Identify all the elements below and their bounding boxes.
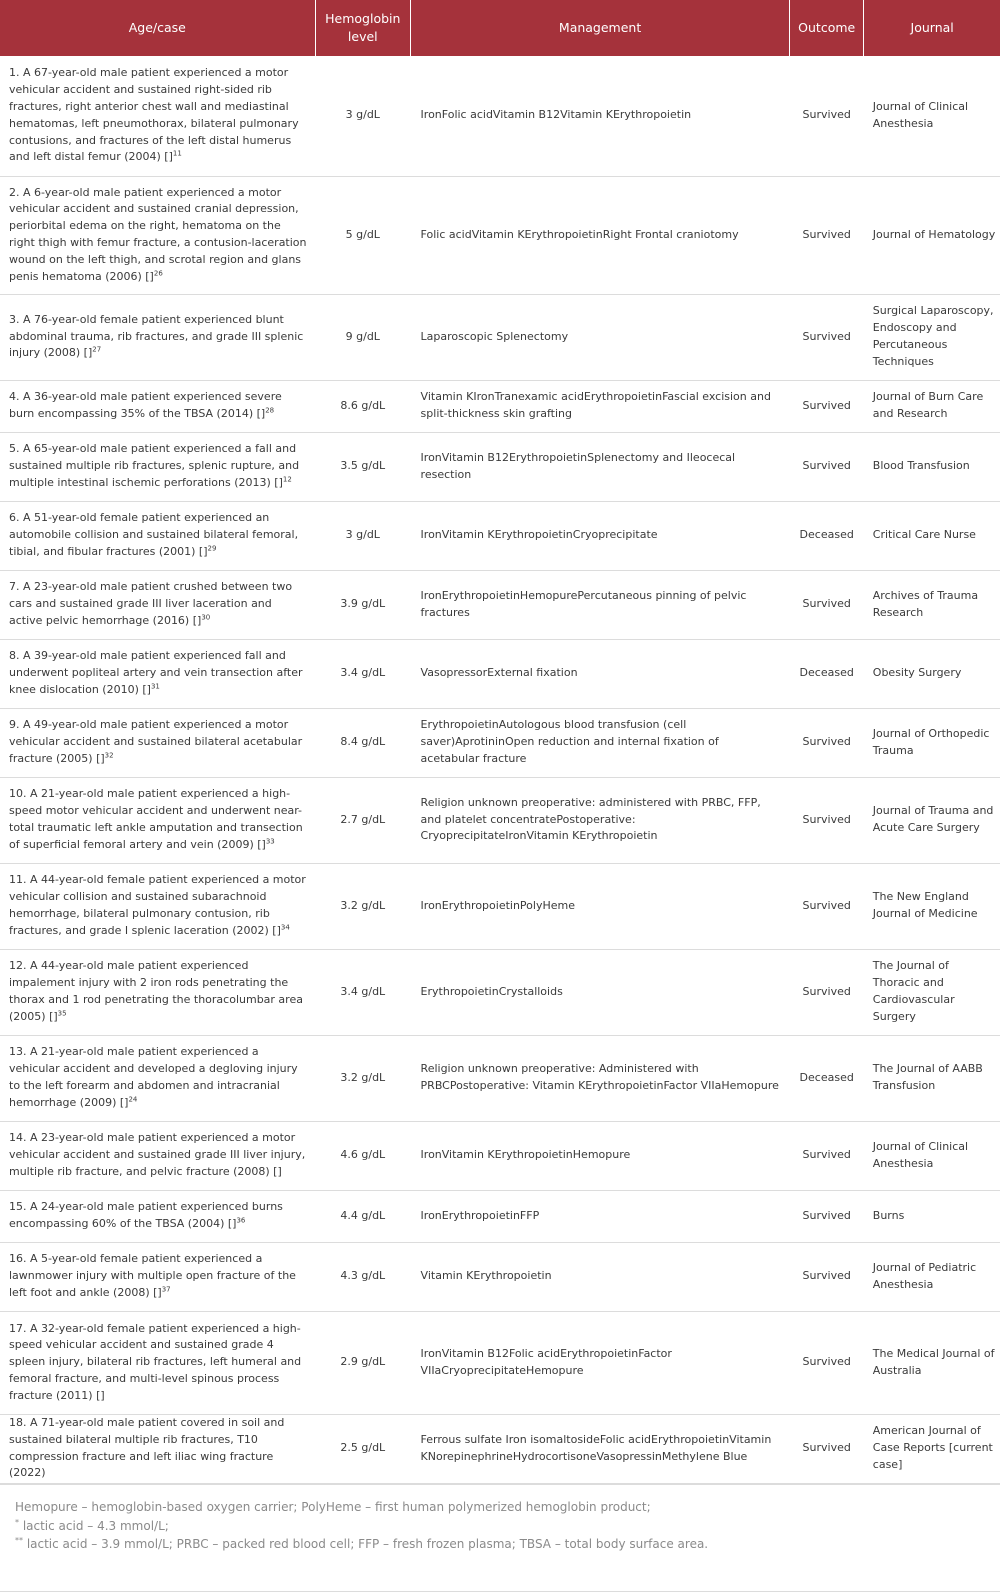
hemoglobin-cell: [315, 1242, 411, 1311]
reference-number: 26: [153, 268, 163, 277]
outcome-cell-text: Survived: [802, 108, 851, 122]
journal-cell-text: Journal of Clinical Anesthesia: [872, 99, 969, 130]
hemoglobin-cell-text: 8.4 g/dL: [340, 735, 386, 749]
case-cell: [0, 56, 315, 176]
management-cell-text: IronVitamin B12ErythropoietinSplenectomy and Ileocecal resection: [420, 450, 736, 481]
outcome-cell-text: Survived: [802, 984, 851, 998]
case-cell-text: 1. A 67-year-old male patient experienced a motor vehicular accident and sustained right-sided rib fractures, right anterior chest wall and mediastinal hematomas, left pneumothorax, bilateral pulmonary contusions, and fractures of the left distal humerus and left distal femur (2004) []: [9, 66, 299, 164]
management-cell-text: Laparoscopic Splenectomy: [420, 329, 569, 343]
case-cell-text: 8. A 39-year-old male patient experienced fall and underwent popliteal artery and vein transection after knee dislocation (2010) []: [9, 649, 303, 696]
hemoglobin-cell-text: 4.6 g/dL: [340, 1148, 386, 1162]
table-row: [0, 294, 1000, 380]
hemoglobin-cell-text: 8.6 g/dL: [340, 398, 386, 412]
case-cell-text: 6. A 51-year-old female patient experienced an automobile collision and sustained bilateral femoral, tibial, and fibular fractures (2001) []: [9, 511, 299, 558]
management-cell-text: Religion unknown preoperative: Administered with PRBCPostoperative: Vitamin KErythropoietinFactor VIIaHemopure: [420, 1062, 779, 1092]
hemoglobin-cell: [315, 56, 411, 176]
management-cell: [411, 1035, 790, 1121]
hemoglobin-cell: [315, 176, 411, 294]
table-footnotes: [0, 1484, 1000, 1592]
reference-number: 36: [236, 1216, 246, 1225]
journal-cell: [864, 294, 1000, 380]
management-cell-text: Vitamin KErythropoietin: [420, 1269, 552, 1283]
management-cell: [411, 1414, 790, 1483]
header-management: Management: [411, 0, 790, 56]
case-cell-text: 16. A 5-year-old female patient experienced a lawnmower injury with multiple open fracture of the left foot and ankle (2008) []: [9, 1252, 296, 1299]
case-cell: [0, 501, 315, 570]
case-cell-text: 10. A 21-year-old male patient experienced a high-speed motor vehicular accident and underwent near-total traumatic left ankle amputation and transection of superficial femoral artery and vein (2009) []: [9, 787, 303, 851]
table-row: [0, 1190, 1000, 1242]
outcome-cell-text: Deceased: [799, 1070, 854, 1084]
hemoglobin-cell-text: 3 g/dL: [345, 108, 380, 122]
journal-cell-text: The Journal of Thoracic and Cardiovascular Surgery: [872, 959, 955, 1023]
reference-number: 37: [161, 1285, 171, 1294]
hemoglobin-cell: [315, 949, 411, 1035]
reference-number: 32: [104, 751, 114, 760]
management-cell: [411, 294, 790, 380]
case-cell-text: 4. A 36-year-old male patient experienced severe burn encompassing 35% of the TBSA (2014) []: [9, 390, 282, 420]
hemoglobin-cell: [315, 1190, 411, 1242]
table-row: [0, 570, 1000, 639]
table-row: [0, 863, 1000, 949]
management-cell: [411, 570, 790, 639]
hemoglobin-cell-text: 3.2 g/dL: [340, 1070, 386, 1084]
footnote-mark-1: *: [15, 1517, 19, 1527]
outcome-cell: [790, 56, 864, 176]
hemoglobin-cell: [315, 570, 411, 639]
journal-cell: [864, 501, 1000, 570]
journal-cell: [864, 1414, 1000, 1483]
case-cell: [0, 176, 315, 294]
journal-cell-text: Journal of Hematology: [872, 227, 996, 241]
outcome-cell-text: Survived: [802, 1208, 851, 1222]
management-cell: [411, 949, 790, 1035]
case-cell-text: 9. A 49-year-old male patient experienced a motor vehicular accident and sustained bilateral acetabular fracture (2005) []: [9, 718, 303, 765]
hemoglobin-cell: [315, 639, 411, 708]
table-row: [0, 639, 1000, 708]
management-cell-text: IronErythropoietinHemopurePercutaneous pinning of pelvic fractures: [420, 588, 747, 619]
case-cell: [0, 1311, 315, 1414]
table-row: [0, 176, 1000, 294]
case-cell-text: 7. A 23-year-old male patient crushed between two cars and sustained grade III liver laceration and active pelvic hemorrhage (2016) []: [9, 580, 293, 627]
journal-cell-text: The Journal of AABB Transfusion: [872, 1062, 983, 1092]
journal-cell: [864, 56, 1000, 176]
hemoglobin-cell: [315, 1121, 411, 1190]
management-cell: [411, 708, 790, 777]
journal-cell: [864, 432, 1000, 501]
journal-cell: [864, 949, 1000, 1035]
outcome-cell: [790, 294, 864, 380]
journal-cell: [864, 639, 1000, 708]
outcome-cell-text: Survived: [802, 597, 851, 611]
hemoglobin-cell-text: 2.7 g/dL: [340, 812, 386, 826]
case-cell: [0, 294, 315, 380]
table-header: [0, 0, 1000, 56]
management-cell-text: IronFolic acidVitamin B12Vitamin KErythropoietin: [420, 108, 692, 122]
hemoglobin-cell: [315, 708, 411, 777]
outcome-cell-text: Survived: [802, 1148, 851, 1162]
reference-number: 28: [265, 406, 275, 415]
hemoglobin-cell: [315, 863, 411, 949]
table-row: [0, 1242, 1000, 1311]
case-cell: [0, 949, 315, 1035]
case-cell-text: 2. A 6-year-old male patient experienced a motor vehicular accident and sustained cranial depression, periorbital edema on the right, hematoma on the right thigh with femur fracture, a contusion-laceration wound on the left thigh, and scrotal region and glans penis hematoma (2006) []: [9, 185, 307, 283]
outcome-cell: [790, 1121, 864, 1190]
outcome-cell: [790, 639, 864, 708]
header-hemoglobin: Hemoglobin level: [315, 0, 411, 56]
journal-cell-text: The Medical Journal of Australia: [872, 1346, 995, 1377]
case-cell: [0, 1242, 315, 1311]
footnote-text-2: lactic acid – 4.3 mmol/L;: [19, 1518, 169, 1533]
hemoglobin-cell: [315, 501, 411, 570]
reference-number: 12: [282, 475, 292, 484]
management-cell-text: IronVitamin B12Folic acidErythropoietinFactor VIIaCryoprecipitateHemopure: [420, 1346, 672, 1377]
management-cell: [411, 1311, 790, 1414]
hemoglobin-cell-text: 3.4 g/dL: [340, 984, 386, 998]
journal-cell: [864, 176, 1000, 294]
management-cell: [411, 380, 790, 432]
journal-cell-text: Journal of Orthopedic Trauma: [872, 726, 990, 757]
outcome-cell: [790, 432, 864, 501]
management-cell-text: ErythropoietinCrystalloids: [420, 984, 563, 998]
management-cell: [411, 1242, 790, 1311]
outcome-cell-text: Survived: [802, 459, 851, 473]
journal-cell-text: Blood Transfusion: [872, 459, 970, 473]
hemoglobin-cell-text: 5 g/dL: [345, 227, 380, 241]
hemoglobin-cell-text: 3.5 g/dL: [340, 459, 386, 473]
management-cell: [411, 777, 790, 863]
reference-number: 11: [172, 149, 182, 158]
journal-cell: [864, 570, 1000, 639]
outcome-cell-text: Survived: [802, 1269, 851, 1283]
table-row: [0, 380, 1000, 432]
journal-cell: [864, 380, 1000, 432]
table-row: [0, 1311, 1000, 1414]
outcome-cell-text: Deceased: [799, 528, 854, 542]
outcome-cell: [790, 1242, 864, 1311]
footnote-mark-2: **: [15, 1536, 23, 1545]
case-cell: [0, 777, 315, 863]
hemoglobin-cell: [315, 1311, 411, 1414]
hemoglobin-cell: [315, 1035, 411, 1121]
hemoglobin-cell: [315, 1414, 411, 1483]
case-cell-text: 13. A 21-year-old male patient experienced a vehicular accident and developed a degloving injury to the left forearm and abdomen and intracranial hemorrhage (2009) []: [9, 1045, 298, 1109]
journal-cell: [864, 777, 1000, 863]
hemoglobin-cell: [315, 777, 411, 863]
reference-number: 30: [201, 613, 211, 622]
footnote-line-2: [15, 1517, 1000, 1536]
management-cell: [411, 1121, 790, 1190]
journal-cell: [864, 708, 1000, 777]
hemoglobin-cell: [315, 432, 411, 501]
management-cell: [411, 432, 790, 501]
journal-cell-text: Burns: [872, 1208, 905, 1222]
hemoglobin-cell-text: 2.9 g/dL: [340, 1355, 386, 1369]
outcome-cell: [790, 570, 864, 639]
outcome-cell-text: Survived: [802, 1355, 851, 1369]
journal-cell: [864, 1190, 1000, 1242]
case-cell: [0, 708, 315, 777]
hemoglobin-cell-text: 3.4 g/dL: [340, 666, 386, 680]
table-body: [0, 56, 1000, 1483]
reference-number: 34: [280, 923, 290, 932]
footnote-line-3: [15, 1535, 1000, 1554]
reference-number: 29: [207, 544, 217, 553]
journal-cell-text: Journal of Trauma and Acute Care Surgery: [872, 804, 994, 834]
table-row: [0, 56, 1000, 176]
table-row: [0, 777, 1000, 863]
hemoglobin-cell-text: 9 g/dL: [345, 329, 380, 343]
table-row: [0, 1035, 1000, 1121]
outcome-cell-text: Survived: [802, 812, 851, 826]
hemoglobin-cell-text: 3.9 g/dL: [340, 597, 386, 611]
outcome-cell: [790, 949, 864, 1035]
case-cell-text: 3. A 76-year-old female patient experienced blunt abdominal trauma, rib fractures, and grade III splenic injury (2008) []: [9, 312, 304, 360]
case-cell-text: 17. A 32-year-old female patient experienced a high-speed vehicular accident and sustained grade 4 spleen injury, bilateral rib fractures, left humeral and femoral fracture, and multi-level spinous process fracture (2011) []: [9, 1321, 302, 1402]
management-cell-text: Folic acidVitamin KErythropoietinRight Frontal craniotomy: [420, 227, 739, 241]
header-outcome: Outcome: [790, 0, 864, 56]
journal-cell-text: Obesity Surgery: [872, 666, 962, 680]
reference-number: 33: [265, 837, 275, 846]
hemoglobin-cell: [315, 294, 411, 380]
case-cell-text: 12. A 44-year-old male patient experienced impalement injury with 2 iron rods penetrating the thorax and 1 rod penetrating the thoracolumbar area (2005) []: [9, 959, 303, 1023]
management-cell: [411, 1190, 790, 1242]
hemoglobin-cell-text: 3.2 g/dL: [340, 898, 386, 912]
outcome-cell-text: Survived: [802, 227, 851, 241]
case-cell: [0, 380, 315, 432]
outcome-cell: [790, 501, 864, 570]
journal-cell-text: Archives of Trauma Research: [872, 588, 979, 619]
hemoglobin-cell: [315, 380, 411, 432]
reference-number: 27: [92, 345, 102, 354]
management-cell-text: IronErythropoietinFFP: [420, 1208, 540, 1222]
table-row: [0, 708, 1000, 777]
header-age-case: Age/case: [0, 0, 315, 56]
outcome-cell: [790, 1311, 864, 1414]
management-cell-text: Ferrous sulfate Iron isomaltosideFolic acidErythropoietinVitamin KNorepinephrineHydrocortisoneVasopressinMethylene Blue: [420, 1432, 772, 1463]
journal-cell-text: Journal of Clinical Anesthesia: [872, 1139, 969, 1170]
outcome-cell: [790, 1035, 864, 1121]
table-row: [0, 432, 1000, 501]
hemoglobin-cell-text: 4.3 g/dL: [340, 1269, 386, 1283]
header-journal: Journal: [864, 0, 1000, 56]
journal-cell-text: Critical Care Nurse: [872, 528, 976, 542]
case-cell: [0, 1121, 315, 1190]
outcome-cell: [790, 863, 864, 949]
journal-cell-text: The New England Journal of Medicine: [872, 890, 978, 920]
case-cell: [0, 1190, 315, 1242]
case-cell-text: 5. A 65-year-old male patient experienced a fall and sustained multiple rib fractures, splenic rupture, and multiple intestinal ischemic perforations (2013) []: [9, 442, 300, 489]
journal-cell: [864, 1242, 1000, 1311]
outcome-cell-text: Survived: [802, 735, 851, 749]
footnote-text-3: lactic acid – 3.9 mmol/L; PRBC – packed red blood cell; FFP – fresh frozen plasma; TBSA – total body surface area.: [23, 1537, 709, 1551]
outcome-cell-text: Survived: [802, 1441, 851, 1455]
journal-cell-text: Surgical Laparoscopy, Endoscopy and Percutaneous Techniques: [872, 304, 994, 368]
journal-cell: [864, 1311, 1000, 1414]
management-cell-text: IronErythropoietinPolyHeme: [420, 898, 575, 912]
case-cell: [0, 639, 315, 708]
hemoglobin-cell-text: 4.4 g/dL: [340, 1208, 386, 1222]
reference-number: 31: [150, 682, 160, 691]
management-cell: [411, 176, 790, 294]
reference-number: 35: [57, 1009, 67, 1018]
case-cell: [0, 432, 315, 501]
management-cell-text: ErythropoietinAutologous blood transfusion (cell saver)AprotininOpen reduction and internal fixation of acetabular fracture: [420, 718, 719, 765]
outcome-cell: [790, 176, 864, 294]
case-cell-text: 18. A 71-year-old male patient covered in soil and sustained bilateral multiple rib fractures, T10 compression fracture and left iliac wing fracture (2022): [9, 1415, 285, 1480]
outcome-cell: [790, 1414, 864, 1483]
outcome-cell: [790, 708, 864, 777]
hemoglobin-cell-text: 2.5 g/dL: [340, 1441, 386, 1455]
footnote-line-1: Hemopure – hemoglobin-based oxygen carrier; PolyHeme – first human polymerized hemoglobin product;: [15, 1500, 651, 1514]
management-cell: [411, 863, 790, 949]
case-cell: [0, 863, 315, 949]
outcome-cell-text: Survived: [802, 398, 851, 412]
management-cell: [411, 56, 790, 176]
case-cell-text: 15. A 24-year-old male patient experienced burns encompassing 60% of the TBSA (2004) []: [9, 1200, 283, 1230]
management-cell-text: Religion unknown preoperative: administered with PRBC, FFP, and platelet concentratePostoperative: CryoprecipitateIronVitamin KErythropoietin: [420, 795, 761, 843]
journal-cell: [864, 1121, 1000, 1190]
outcome-cell: [790, 777, 864, 863]
table-row: [0, 949, 1000, 1035]
case-cell: [0, 570, 315, 639]
management-cell: [411, 501, 790, 570]
hemoglobin-cell-text: 3 g/dL: [345, 528, 380, 542]
journal-cell: [864, 1035, 1000, 1121]
outcome-cell: [790, 1190, 864, 1242]
outcome-cell-text: Survived: [802, 329, 851, 343]
journal-cell: [864, 863, 1000, 949]
journal-cell-text: American Journal of Case Reports [current case]: [872, 1424, 993, 1471]
table-row: [0, 501, 1000, 570]
table-row: [0, 1414, 1000, 1483]
management-cell-text: IronVitamin KErythropoietinCryoprecipitate: [420, 528, 658, 542]
outcome-cell-text: Deceased: [799, 666, 854, 680]
management-cell: [411, 639, 790, 708]
case-cell: [0, 1414, 315, 1483]
case-cell: [0, 1035, 315, 1121]
case-cell-text: 11. A 44-year-old female patient experienced a motor vehicular collision and sustained subarachnoid hemorrhage, bilateral pulmonary contusion, rib fractures, and grade I splenic laceration (2002) []: [9, 873, 306, 937]
management-cell-text: VasopressorExternal fixation: [420, 666, 578, 680]
journal-cell-text: Journal of Pediatric Anesthesia: [872, 1260, 977, 1291]
outcome-cell-text: Survived: [802, 898, 851, 912]
table-row: [0, 1121, 1000, 1190]
management-cell-text: IronVitamin KErythropoietinHemopure: [420, 1148, 631, 1162]
outcome-cell: [790, 380, 864, 432]
management-cell-text: Vitamin KIronTranexamic acidErythropoietinFascial excision and split-thickness skin grafting: [420, 390, 771, 420]
reference-number: 24: [128, 1095, 138, 1104]
journal-cell-text: Journal of Burn Care and Research: [872, 390, 984, 420]
case-cell-text: 14. A 23-year-old male patient experienced a motor vehicular accident and sustained grade III liver injury, multiple rib fracture, and pelvic fracture (2008) []: [9, 1131, 306, 1178]
